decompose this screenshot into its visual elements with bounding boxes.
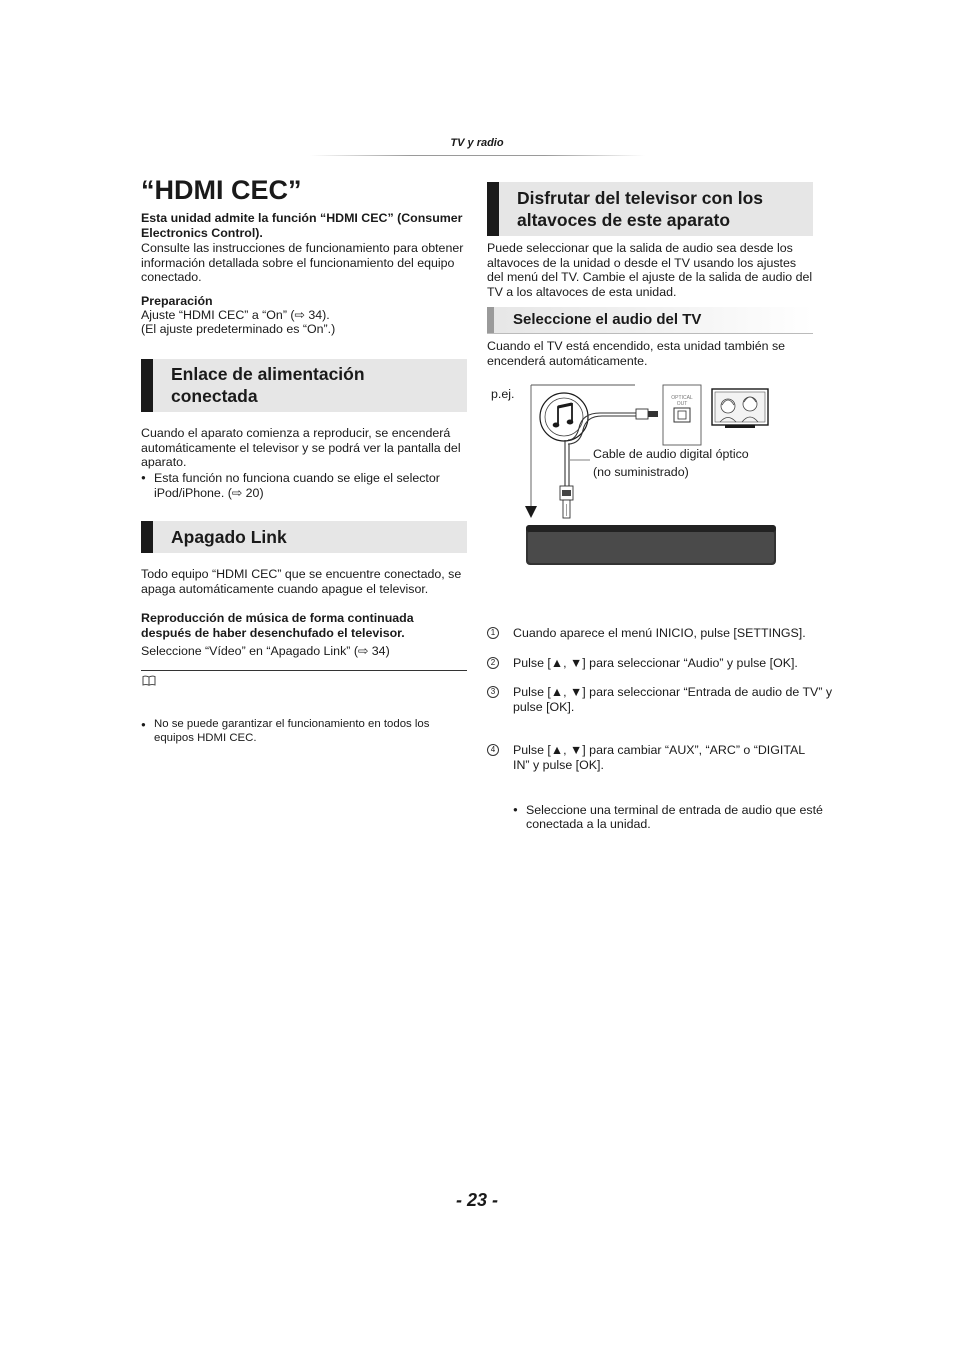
prep-line-1: Ajuste “HDMI CEC” a “On” (⇨ 34). <box>141 308 330 322</box>
enlace-heading-line-2: conectada <box>171 386 258 406</box>
step-number: 2 <box>487 657 499 669</box>
disfrutar-heading-band <box>487 182 813 236</box>
optical-out-label-2: OUT <box>676 401 688 407</box>
seleccione-heading-band <box>487 307 813 334</box>
disfrutar-heading-line-2: altavoces de este aparato <box>517 210 731 230</box>
step-text: Cuando aparece el menú INICIO, pulse [SETTINGS]. <box>513 626 806 640</box>
cable-label-line-2: (no suministrado) <box>593 465 689 479</box>
page-title: “HDMI CEC” <box>141 175 302 205</box>
step-number: 1 <box>487 627 499 639</box>
step-text: Pulse [▲, ▼] para seleccionar “Audio” y pulse [OK]. <box>513 655 798 670</box>
header-divider <box>310 155 645 156</box>
disfrutar-heading-line-1: Disfrutar del televisor con los <box>517 188 764 208</box>
seleccione-heading: Seleccione el audio del TV <box>513 311 702 328</box>
enlace-heading-band <box>141 359 467 412</box>
intro-bold: Esta unidad admite la función “HDMI CEC” (Consumer Electronics Control). <box>141 211 463 240</box>
enlace-heading-line-1: Enlace de alimentación <box>171 364 365 384</box>
step-3 <box>487 685 841 714</box>
apagado-sub-text: Seleccione “Vídeo” en “Apagado Link” (⇨ 34) <box>141 644 390 658</box>
step-number: 4 <box>487 744 499 756</box>
running-header: TV y radio <box>450 137 504 149</box>
enlace-text: Cuando el aparato comienza a reproducir, se encenderá automáticamente el televisor y se podrá ver la pantalla del aparato. <box>141 426 461 470</box>
book-icon <box>142 675 156 690</box>
step-number: 3 <box>487 686 499 698</box>
step-2 <box>487 656 841 671</box>
cable-label-line-1: Cable de audio digital óptico <box>593 447 749 461</box>
apagado-text: Todo equipo “HDMI CEC” que se encuentre conectado, se apaga automáticamente cuando apague el televisor. <box>141 567 462 596</box>
intro-text: Consulte las instrucciones de funcionamiento para obtener información detallada sobre el funcionamiento del equipo conectado. <box>141 241 464 285</box>
note-bullet: ● No se puede garantizar el funcionamiento en todos los equipos HDMI CEC. <box>141 718 469 745</box>
step-text: Pulse [▲, ▼] para seleccionar “Entrada de audio de TV” y pulse [OK]. <box>513 685 833 714</box>
apagado-heading: Apagado Link <box>171 527 287 547</box>
enlace-bullet: ● Esta función no funciona cuando se elige el selector iPod/iPhone. (⇨ 20) <box>141 471 469 500</box>
step-4 <box>487 743 813 772</box>
note-divider <box>141 670 467 671</box>
prep-line-2: (El ajuste predeterminado es “On”.) <box>141 322 336 336</box>
steps-bullet: ● Seleccione una terminal de entrada de audio que esté conectada a la unidad. <box>513 803 826 832</box>
disfrutar-text: Puede seleccionar que la salida de audio sea desde los altavoces de la unidad o desde el TV usando los ajustes del menú del TV. Cambie el ajuste de la salida de audio del TV a los altavoces de esta unidad. <box>487 241 813 299</box>
apagado-sub-bold: Reproducción de música de forma continuada después de haber desenchufado el televisor. <box>141 611 414 640</box>
seleccione-text: Cuando el TV está encendido, esta unidad también se encenderá automáticamente. <box>487 339 786 368</box>
step-1 <box>487 626 841 641</box>
page-number: - 23 - <box>455 1190 498 1210</box>
apagado-heading-band <box>141 521 467 553</box>
prep-label: Preparación <box>141 294 213 308</box>
step-text: Pulse [▲, ▼] para cambiar “AUX”, “ARC” o “DIGITAL IN” y pulse [OK]. <box>513 743 805 772</box>
diagram-eg-label: p.ej. <box>491 387 515 401</box>
optical-out-label-1: OPTICAL <box>671 395 693 401</box>
